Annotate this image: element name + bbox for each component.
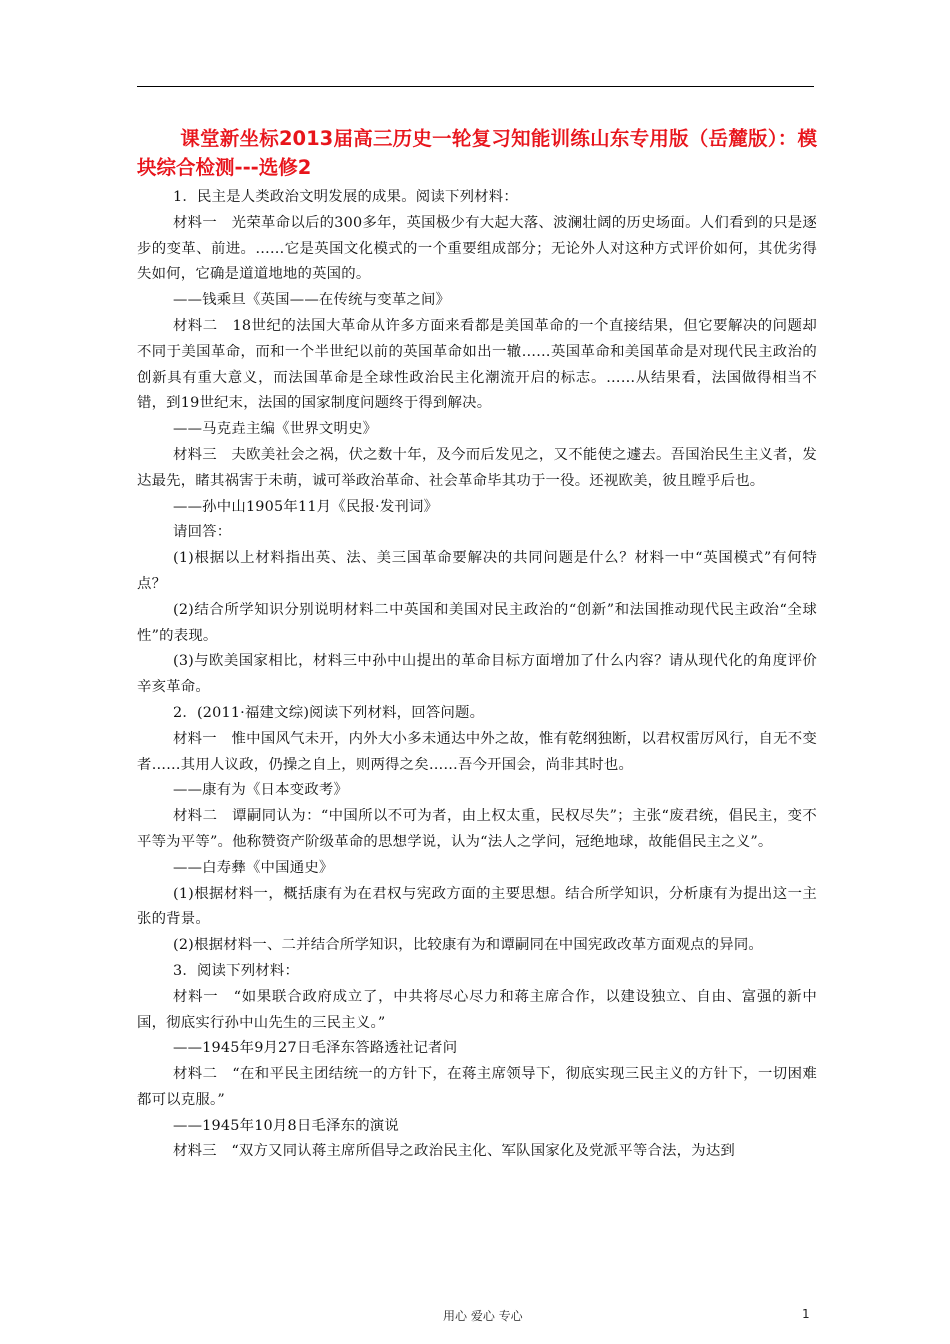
- paragraph: 1．民主是人类政治文明发展的成果。阅读下列材料：: [173, 189, 518, 205]
- paragraph: ——1945年10月8日毛泽东的演说: [173, 1117, 399, 1134]
- footer-slogan: 用心 爱心 专心: [443, 1309, 523, 1323]
- paragraph: 材料三 夫欧美社会之祸，伏之数十年，及今而后发见之，又不能使之遽去。吾国治民生主义者，发达最先，睹其祸害于未萌，诚可举政治革命、社会革命毕其功于一役。还视欧美，彼且瞠乎后也。: [137, 446, 817, 489]
- page-number: 1: [802, 1307, 810, 1321]
- paragraph: ——马克垚主编《世界文明史》: [173, 421, 378, 438]
- paragraph: 材料二 谭嗣同认为：“中国所以不可为者，由上权太重，民权尽失”；主张“废君统，倡民主，变不平等为平等”。他称赞资产阶级革命的思想学说，认为“法人之学问，冠绝地球，故能倡民主之义”。: [137, 808, 817, 850]
- document-body: [137, 185, 817, 1165]
- paragraph: ——白寿彝《中国通史》: [173, 859, 334, 876]
- paragraph: (1)根据以上材料指出英、法、美三国革命要解决的共同问题是什么？材料一中“英国模式”有何特点？: [137, 550, 817, 592]
- paragraph: ——1945年9月27日毛泽东答路透社记者问: [173, 1040, 458, 1057]
- paragraph: 材料一 “如果联合政府成立了，中共将尽心尽力和蒋主席合作，以建设独立、自由、富强的新中国，彻底实行孙中山先生的三民主义。”: [137, 988, 817, 1031]
- paragraph: 2．(2011·福建文综)阅读下列材料，回答问题。: [173, 704, 485, 721]
- paragraph: 材料二 “在和平民主团结统一的方针下，在蒋主席领导下，彻底实现三民主义的方针下，一切困难都可以克服。”: [137, 1066, 817, 1108]
- document-title: [137, 124, 817, 182]
- paragraph: ——钱乘旦《英国——在传统与变革之间》: [173, 292, 451, 309]
- paragraph: (3)与欧美国家相比，材料三中孙中山提出的革命目标方面增加了什么内容？请从现代化的角度评价辛亥革命。: [137, 653, 817, 696]
- paragraph: (2)结合所学知识分别说明材料二中英国和美国对民主政治的“创新”和法国推动现代民主政治“全球性”的表现。: [137, 601, 817, 644]
- paragraph: ——康有为《日本变政考》: [173, 782, 349, 799]
- title-text: 课堂新坐标2013届高三历史一轮复习知能训练山东专用版（岳麓版）：模块综合检测---选修2: [137, 127, 817, 179]
- paragraph: 材料一 光荣革命以后的300多年，英国极少有大起大落、波澜壮阔的历史场面。人们看到的只是逐步的变革、前进。……它是英国文化模式的一个重要组成部分；无论外人对这种方式评价如何，其优劣得失如何，它确是道道地地的英国的。: [137, 214, 817, 283]
- paragraph: 材料三 “双方又同认蒋主席所倡导之政治民主化、军队国家化及党派平等合法，为达到: [173, 1143, 736, 1160]
- paragraph: (1)根据材料一，概括康有为在君权与宪政方面的主要思想。结合所学知识，分析康有为提出这一主张的背景。: [137, 885, 817, 928]
- paragraph: 材料二 18世纪的法国大革命从许多方面来看都是美国革命的一个直接结果，但它要解决的问题却不同于美国革命，而和一个半世纪以前的英国革命如出一辙……英国革命和美国革命是对现代民主政治的创新具有重大意义，而法国革命是全球性政治民主化潮流开启的标志。……从结果看，法国做得相当不错，到19世纪末，法国的国家制度问题终于得到解决。: [137, 317, 817, 412]
- header-rule: [137, 86, 814, 87]
- paragraph: 材料一 惟中国风气未开，内外大小多未通达中外之故，惟有乾纲独断，以君权雷厉风行，自无不变者……其用人议政，仍操之自上，则两得之矣……吾今开国会，尚非其时也。: [137, 730, 817, 773]
- paragraph: (2)根据材料一、二并结合所学知识，比较康有为和谭嗣同在中国宪政改革方面观点的异同。: [173, 937, 764, 954]
- paragraph: 请回答：: [173, 524, 232, 541]
- paragraph: 3．阅读下列材料：: [173, 962, 300, 979]
- paragraph: ——孙中山1905年11月《民报·发刊词》: [173, 498, 439, 515]
